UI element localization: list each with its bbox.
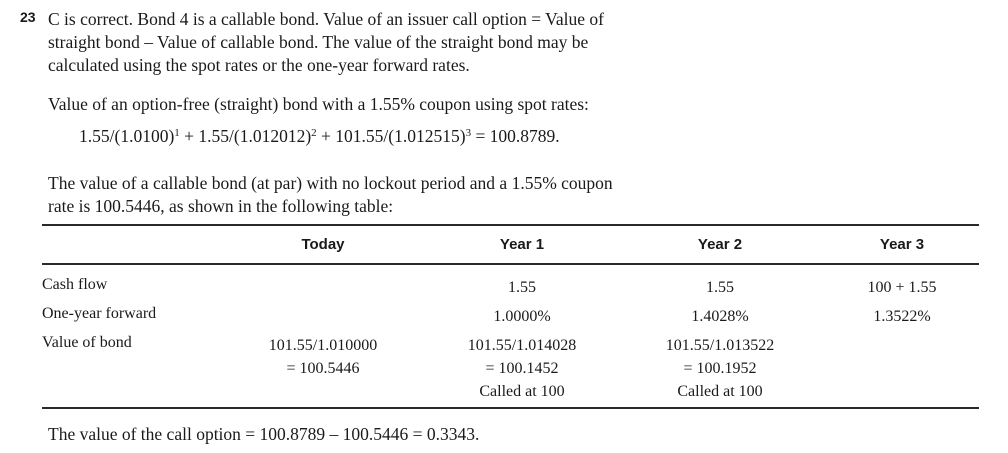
value-year2-called: Called at 100	[677, 383, 763, 400]
forward-year-1: 1.0000%	[493, 308, 551, 325]
callable-intro-line-2: rate is 100.5446, as shown in the following table:	[48, 196, 394, 216]
straight-bond-equation	[79, 126, 560, 147]
cash-flow-year-1: 1.55	[508, 279, 536, 296]
value-today-formula: 101.55/1.010000	[268, 337, 378, 354]
value-year1-result: = 100.1452	[485, 360, 559, 377]
value-of-bond-year-2	[640, 334, 800, 403]
header-today: Today	[301, 236, 345, 253]
eq-term-1: 1.55/(1.0100)	[79, 126, 175, 146]
callable-bond-intro	[48, 172, 748, 218]
row-label-one-year-forward: One-year forward	[42, 305, 157, 322]
row-label-cash-flow: Cash flow	[42, 276, 108, 293]
answer-explanation	[48, 8, 748, 77]
table-bottom-rule	[42, 407, 979, 409]
question-number: 23	[20, 9, 36, 25]
eq-result: = 100.8789.	[471, 126, 560, 146]
value-year1-formula: 101.55/1.014028	[467, 337, 577, 354]
cash-flow-year-3: 100 + 1.55	[867, 279, 937, 296]
eq-exponent-2: 2	[311, 127, 317, 139]
eq-exponent-1: 1	[174, 127, 180, 139]
value-of-bond-year-1	[442, 334, 602, 403]
eq-term-2: + 1.55/(1.012012)	[179, 126, 312, 146]
value-today-result: = 100.5446	[286, 360, 360, 377]
explanation-line-1: C is correct. Bond 4 is a callable bond. Value of an issuer call option = Value of	[48, 9, 604, 29]
value-year1-called: Called at 100	[479, 383, 565, 400]
straight-bond-intro: Value of an option-free (straight) bond with a 1.55% coupon using spot rates:	[48, 94, 589, 114]
forward-year-2: 1.4028%	[691, 308, 749, 325]
call-option-value: The value of the call option = 100.8789 – 100.5446 = 0.3343.	[48, 424, 480, 444]
value-year2-result: = 100.1952	[683, 360, 757, 377]
forward-year-3: 1.3522%	[873, 308, 931, 325]
value-year2-formula: 101.55/1.013522	[665, 337, 775, 354]
row-label-value-of-bond: Value of bond	[42, 334, 132, 351]
table-top-rule	[42, 224, 979, 226]
explanation-line-2: straight bond – Value of callable bond. The value of the straight bond may be	[48, 32, 589, 52]
value-of-bond-today	[243, 334, 403, 380]
explanation-line-3: calculated using the spot rates or the one-year forward rates.	[48, 55, 470, 75]
header-year-3: Year 3	[879, 236, 925, 253]
eq-term-3: + 101.55/(1.012515)	[316, 126, 466, 146]
table-header-rule	[42, 263, 979, 265]
callable-intro-line-1: The value of a callable bond (at par) with no lockout period and a 1.55% coupon	[48, 173, 613, 193]
header-year-2: Year 2	[697, 236, 743, 253]
header-year-1: Year 1	[499, 236, 545, 253]
cash-flow-year-2: 1.55	[706, 279, 734, 296]
eq-exponent-3: 3	[465, 127, 472, 139]
